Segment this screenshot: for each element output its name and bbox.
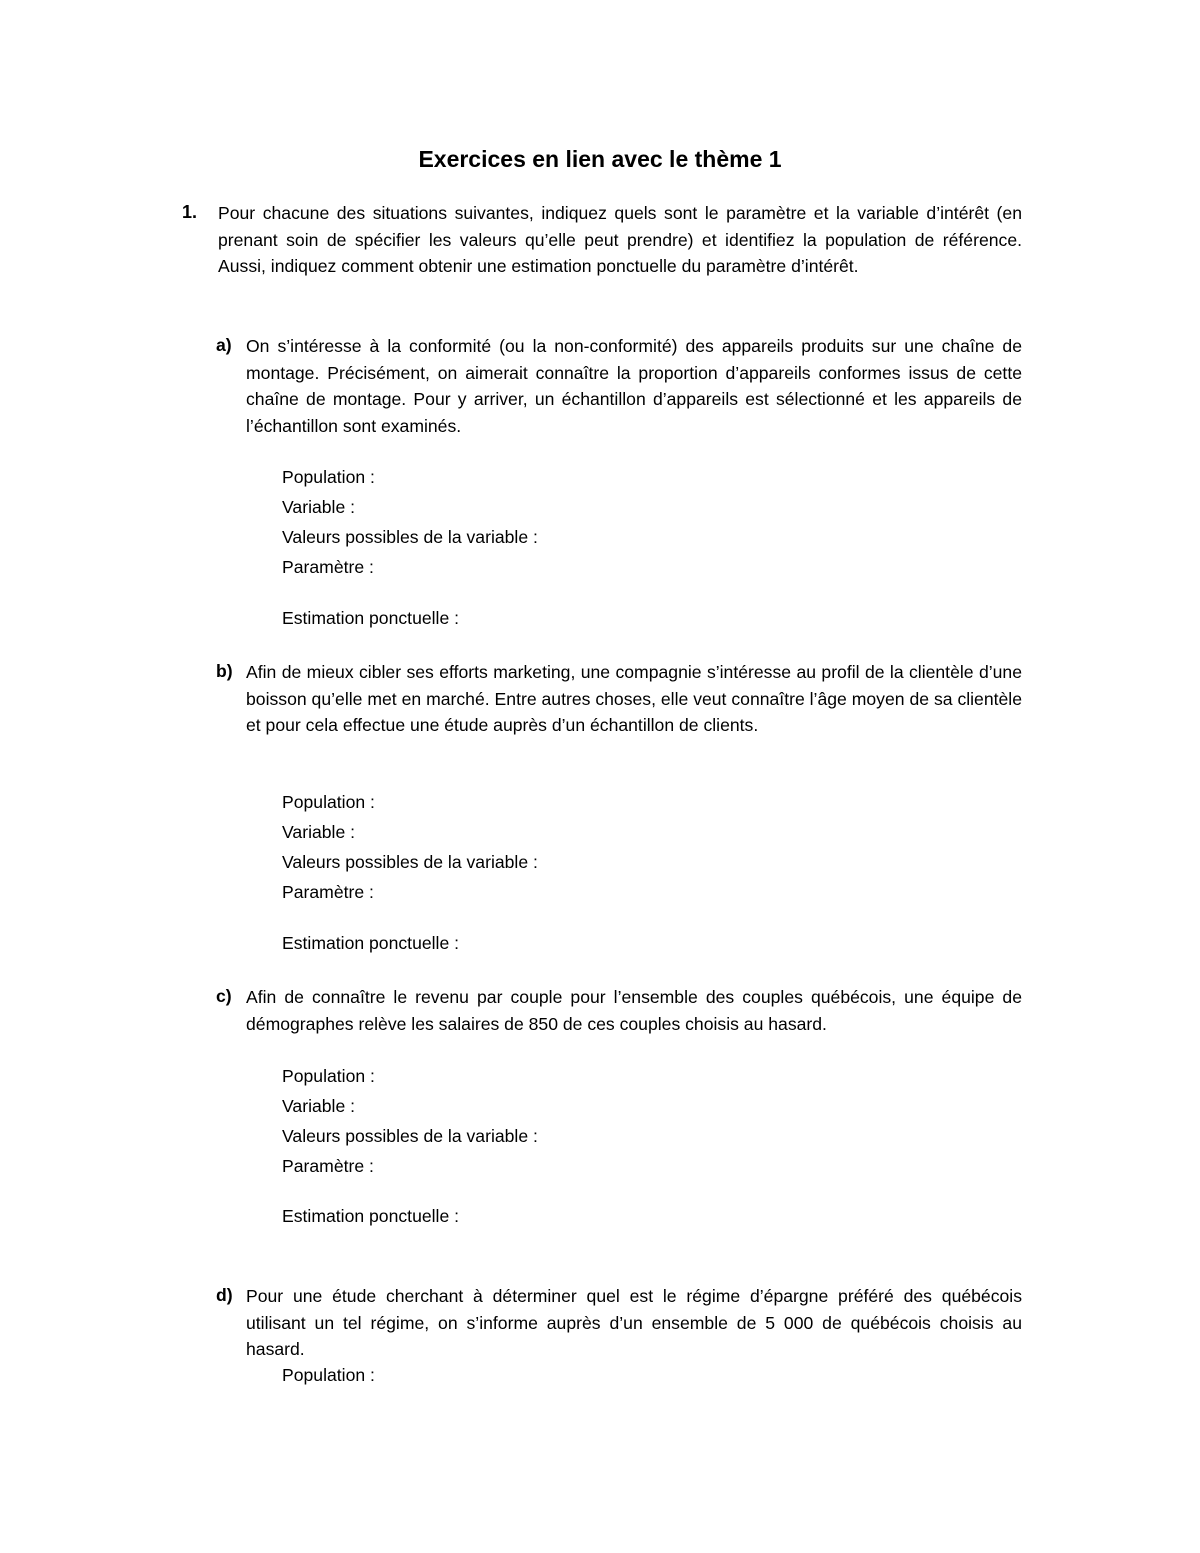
field-estimation: Estimation ponctuelle : bbox=[282, 1206, 460, 1226]
field-population: Population : bbox=[282, 792, 375, 812]
part-b-label: b) bbox=[216, 661, 233, 681]
part-c-text: Afin de connaître le revenu par couple pour l’ensemble des couples québécois, une équipe de démographes relève les salaires de 850 de ces couples choisis au hasard. bbox=[246, 987, 1022, 1034]
field-parameter: Paramètre : bbox=[282, 557, 374, 577]
part-d-text: Pour une étude cherchant à déterminer quel est le régime d’épargne préféré des québécois utilisant un tel régime, on s’informe auprès d’un ensemble de 5 000 de québécois choisis au hasard. bbox=[246, 1286, 1022, 1359]
question-number: 1. bbox=[182, 202, 198, 222]
field-variable: Variable : bbox=[282, 497, 356, 517]
field-values: Valeurs possibles de la variable : bbox=[282, 852, 538, 872]
part-b-text: Afin de mieux cibler ses efforts marketing, une compagnie s’intéresse au profil de la clientèle d’une boisson qu’elle met en marché. Entre autres choses, elle veut connaître l’âge moyen de sa clientèle et pour cela effectue une étude auprès d’un échantillon de clients. bbox=[246, 662, 1022, 735]
part-d-label: d) bbox=[216, 1285, 233, 1305]
field-population: Population : bbox=[282, 1066, 375, 1086]
field-population: Population : bbox=[282, 467, 375, 487]
question-intro: Pour chacune des situations suivantes, indiquez quels sont le paramètre et la variable d’intérêt (en prenant soin de spécifier les valeurs qu’elle peut prendre) et identifiez la population de référence. Aussi, indiquez comment obtenir une estimation ponctuelle du paramètre d’intérêt. bbox=[218, 203, 1022, 276]
field-estimation: Estimation ponctuelle : bbox=[282, 608, 460, 628]
field-values: Valeurs possibles de la variable : bbox=[282, 527, 538, 547]
part-a-text: On s’intéresse à la conformité (ou la non-conformité) des appareils produits sur une chaîne de montage. Précisément, on aimerait connaître la proportion d’appareils conformes issus de cette chaîne de montage. Pour y arriver, un échantillon d’appareils est sélectionné et les appareils de l’échantillon sont examinés. bbox=[246, 336, 1022, 436]
page-title: Exercices en lien avec le thème 1 bbox=[418, 146, 782, 172]
part-c-label: c) bbox=[216, 986, 232, 1006]
field-parameter: Paramètre : bbox=[282, 1156, 374, 1176]
field-variable: Variable : bbox=[282, 1096, 356, 1116]
field-parameter: Paramètre : bbox=[282, 882, 374, 902]
field-variable: Variable : bbox=[282, 822, 356, 842]
field-population: Population : bbox=[282, 1365, 375, 1385]
field-estimation: Estimation ponctuelle : bbox=[282, 933, 460, 953]
field-values: Valeurs possibles de la variable : bbox=[282, 1126, 538, 1146]
part-a-label: a) bbox=[216, 335, 232, 355]
